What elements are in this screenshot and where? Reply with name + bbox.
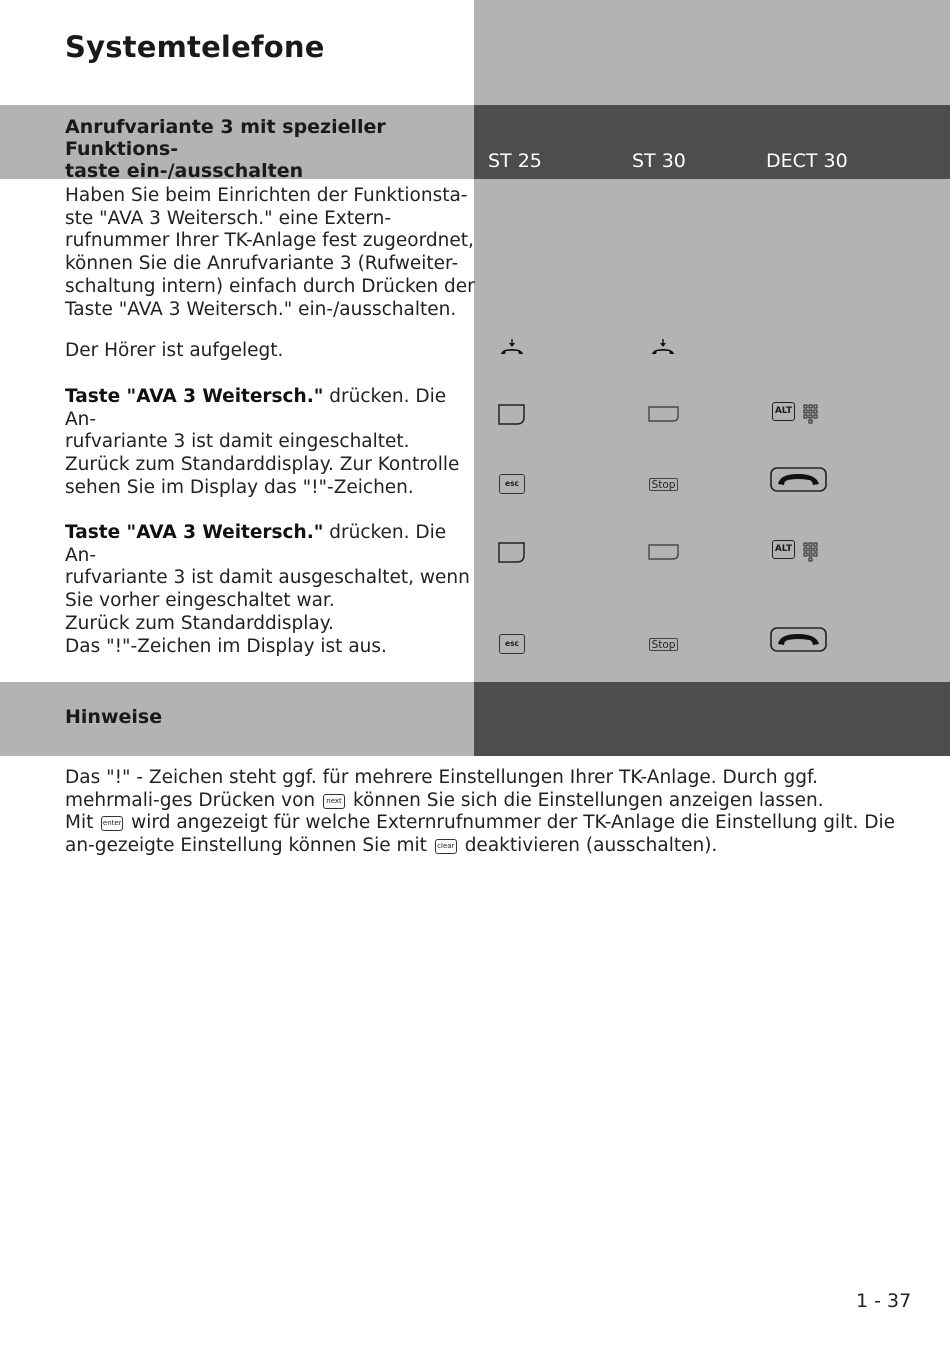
esc-key-icon[interactable]: esc: [499, 474, 525, 494]
stop-key-icon[interactable]: Stop: [649, 638, 678, 651]
step-1-body: Der Hörer ist aufgelegt.: [65, 340, 284, 361]
column-header-dect30: DECT 30: [766, 150, 848, 172]
end-call-key-icon[interactable]: [770, 627, 827, 653]
handset-on-hook-icon: [499, 338, 527, 358]
step-2-text: [65, 386, 470, 454]
next-key-icon: next: [323, 794, 345, 809]
keypad-icon[interactable]: [803, 542, 819, 564]
notes-p1a: Das "!" - Zeichen steht ggf. für mehrere Einstellungen Ihrer TK-Anlage. Durch ggf. mehrmali-ges Drücken von: [65, 767, 819, 811]
step-4-bold: Taste "AVA 3 Weitersch.": [65, 522, 324, 543]
notes-title: Hinweise: [65, 706, 163, 728]
keypad-icon[interactable]: [803, 404, 819, 426]
column-header-st30: ST 30: [632, 150, 686, 172]
function-key-icon[interactable]: [648, 542, 680, 562]
step-4-text: [65, 522, 470, 613]
step-2-bold: Taste "AVA 3 Weitersch.": [65, 386, 324, 407]
esc-key-icon[interactable]: esc: [499, 634, 525, 654]
function-key-icon[interactable]: [498, 541, 526, 565]
section-title: [65, 116, 485, 182]
notes-p2b: wird angezeigt für welche Externrufnummer der TK-Anlage die Einstellung gilt. Die an-gezeigte Einstellung können Sie mit: [65, 812, 895, 857]
step-3-body: Zurück zum Standarddisplay. Zur Kontrolle sehen Sie im Display das "!"-Zeichen.: [65, 454, 460, 498]
page-title: Systemtelefone: [65, 30, 325, 64]
notes-text: [65, 767, 915, 858]
device-keys-panel: [474, 179, 950, 682]
end-call-key-icon[interactable]: [770, 467, 827, 493]
step-2-body: drücken. Die An- rufvariante 3 ist damit eingeschaltet.: [65, 386, 447, 453]
section-header-right: [474, 105, 950, 179]
step-3-text: [65, 454, 470, 499]
notes-p2c: deaktivieren (ausschalten).: [464, 835, 718, 857]
step-5-body: Zurück zum Standarddisplay. Das "!"-Zeichen im Display ist aus.: [65, 613, 387, 657]
step-5-text: [65, 613, 470, 658]
section-title-line1: Anrufvariante 3 mit spezieller Funktions-: [65, 116, 386, 160]
function-key-icon[interactable]: [648, 404, 680, 424]
step-4-body: drücken. Die An- rufvariante 3 ist damit ausgeschaltet, wenn Sie vorher eingeschaltet war.: [65, 522, 470, 612]
section-title-line2: taste ein-/ausschalten: [65, 160, 304, 182]
function-key-icon[interactable]: [498, 403, 526, 427]
column-header-st25: ST 25: [488, 150, 542, 172]
stop-key-icon[interactable]: Stop: [649, 478, 678, 491]
enter-key-icon: enter: [101, 816, 123, 831]
alt-key-icon[interactable]: ALT: [772, 540, 795, 559]
page-number: 1 - 37: [856, 1290, 912, 1312]
intro-text: Haben Sie beim Einrichten der Funktionsta- ste "AVA 3 Weitersch." eine Extern- rufnummer Ihrer TK-Anlage fest zugeordnet, können Sie die Anrufvariante 3 (Rufweiter- schaltung intern) einfach durch Drücken der Taste "AVA 3 Weitersch." ein-/ausschalten.: [65, 185, 475, 320]
alt-key-icon[interactable]: ALT: [772, 402, 795, 421]
handset-on-hook-icon: [650, 338, 678, 358]
notes-p2a: Mit: [65, 812, 94, 834]
step-1-text: [65, 340, 470, 363]
notes-p1b: können Sie sich die Einstellungen anzeigen lassen.: [352, 789, 824, 811]
header-right-panel: [474, 0, 950, 105]
notes-header-right: [474, 682, 950, 756]
clear-key-icon: clear: [435, 839, 457, 854]
